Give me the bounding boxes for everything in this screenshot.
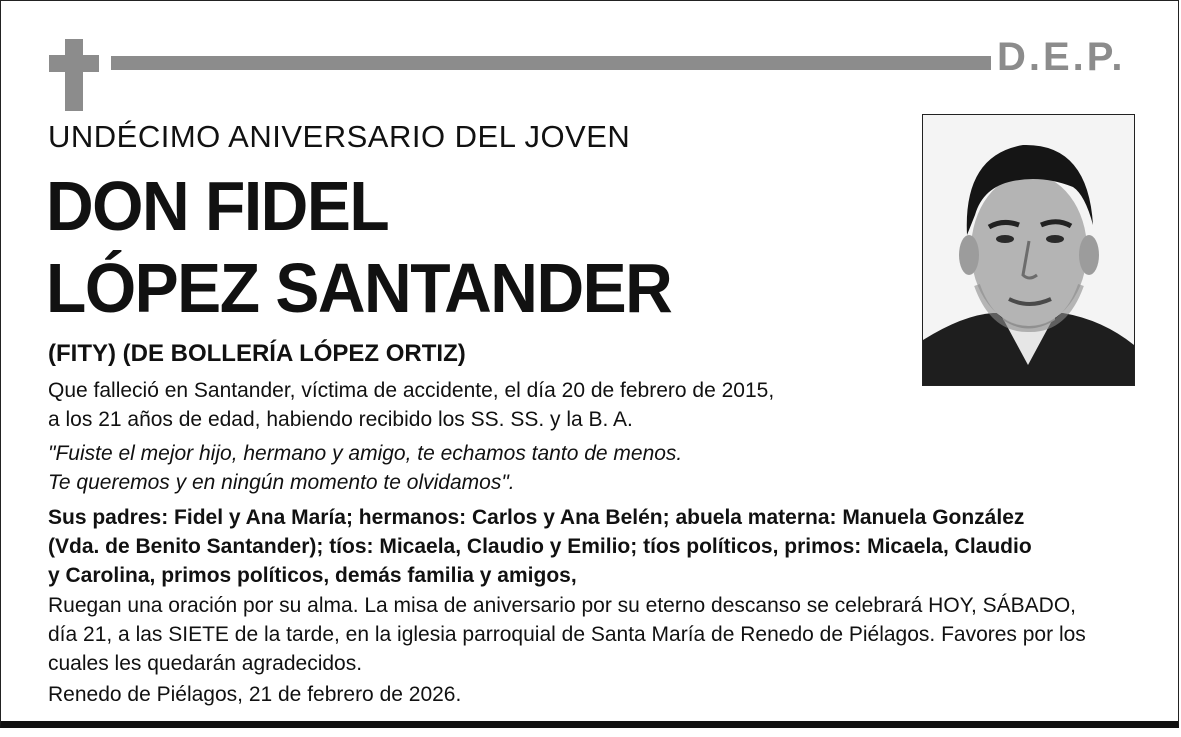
death-line-2: a los 21 años de edad, habiendo recibido los SS. SS. y la B. A.	[48, 408, 633, 431]
mass-line-2: día 21, a las SIETE de la tarde, en la iglesia parroquial de Santa María de Renedo de Piélagos. Favores por los	[48, 623, 1086, 646]
quote-line-1: "Fuiste el mejor hijo, hermano y amigo, te echamos tanto de menos.	[48, 442, 683, 465]
death-paragraph	[48, 376, 774, 434]
portrait-photo	[922, 114, 1135, 386]
place-date: Renedo de Piélagos, 21 de febrero de 2026.	[48, 683, 462, 706]
mass-line-1: Ruegan una oración por su alma. La misa de aniversario por su eterno descanso se celebrará HOY, SÁBADO,	[48, 594, 1077, 617]
alias-line: (FITY) (DE BOLLERÍA LÓPEZ ORTIZ)	[48, 340, 466, 367]
family-paragraph	[48, 503, 1032, 590]
family-line-3: y Carolina, primos políticos, demás familia y amigos,	[48, 564, 577, 587]
dep-label: D.E.P.	[997, 35, 1126, 79]
notice-subtitle: UNDÉCIMO ANIVERSARIO DEL JOVEN	[48, 119, 631, 154]
mass-line-3: cuales les quedarán agradecidos.	[48, 652, 363, 675]
name-line-2: LÓPEZ SANTANDER	[46, 249, 672, 327]
quote-line-2: Te queremos y en ningún momento te olvidamos".	[48, 471, 515, 494]
portrait-image	[923, 115, 1134, 385]
name-line-1: DON FIDEL	[46, 167, 389, 245]
mass-paragraph	[48, 591, 1086, 678]
deceased-name	[46, 165, 671, 329]
death-line-1: Que falleció en Santander, víctima de accidente, el día 20 de febrero de 2015,	[48, 379, 775, 402]
quote-paragraph	[48, 439, 682, 497]
family-line-1: Sus padres: Fidel y Ana María; hermanos: Carlos y Ana Belén; abuela materna: Manuela González	[48, 506, 1025, 529]
header-rule	[111, 56, 991, 70]
family-line-2: (Vda. de Benito Santander); tíos: Micaela, Claudio y Emilio; tíos políticos, primos: Micaela, Claudio	[48, 535, 1032, 558]
